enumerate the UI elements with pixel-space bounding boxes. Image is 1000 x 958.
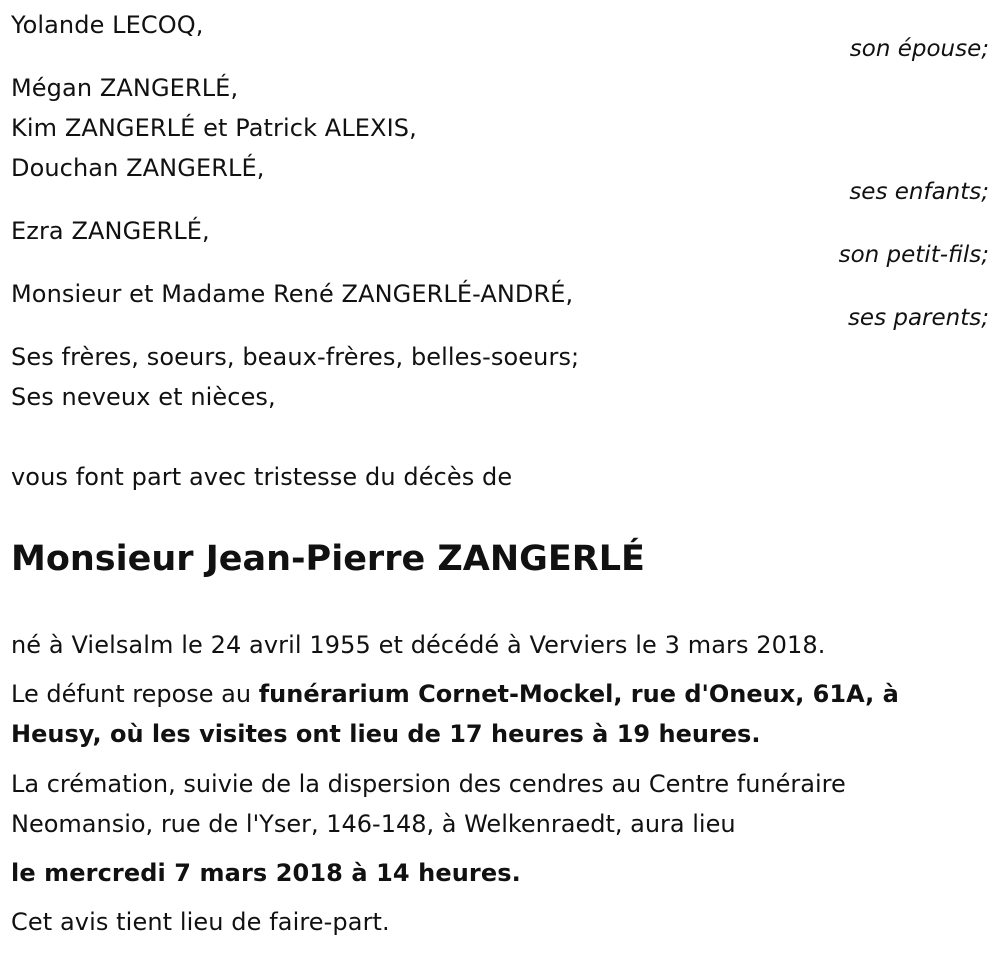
child-name: Mégan ZANGERLÉ, <box>11 74 239 102</box>
spouse-relation: son épouse; <box>849 36 989 62</box>
spouse-name: Yolande LECOQ, <box>11 11 204 39</box>
grandchild-name: Ezra ZANGERLÉ, <box>11 217 210 245</box>
rest-paragraph <box>11 674 986 754</box>
nephews-line: Ses neveux et nièces, <box>11 383 276 411</box>
parents-name: Monsieur et Madame René ZANGERLÉ-ANDRÉ, <box>11 280 574 308</box>
child-name: Kim ZANGERLÉ et Patrick ALEXIS, <box>11 114 417 142</box>
parents-relation: ses parents; <box>847 305 989 331</box>
grandchild-relation: son petit-fils; <box>838 242 989 268</box>
cremation-paragraph: La crémation, suivie de la dispersion des cendres au Centre funéraire Neomansio, rue de l'Yser, 146-148, à Welkenraedt, aura lieu <box>11 770 846 838</box>
child-name: Douchan ZANGERLÉ, <box>11 154 265 182</box>
closing-text: Cet avis tient lieu de faire-part. <box>11 908 390 936</box>
cremation-date: le mercredi 7 mars 2018 à 14 heures. <box>11 859 521 887</box>
funeral-home-details: funérarium Cornet-Mockel, rue d'Oneux, 61A, à Heusy, où les visites ont lieu de 17 heures à 19 heures. <box>11 680 899 748</box>
children-relation: ses enfants; <box>849 179 989 205</box>
announcement-text: vous font part avec tristesse du décès de <box>11 463 513 491</box>
deceased-name: Monsieur Jean-Pierre ZANGERLÉ <box>11 539 645 579</box>
birth-death-text: né à Vielsalm le 24 avril 1955 et décédé à Verviers le 3 mars 2018. <box>11 631 826 659</box>
rest-prefix: Le défunt repose au <box>11 680 259 708</box>
siblings-line: Ses frères, soeurs, beaux-frères, belles-soeurs; <box>11 343 580 371</box>
